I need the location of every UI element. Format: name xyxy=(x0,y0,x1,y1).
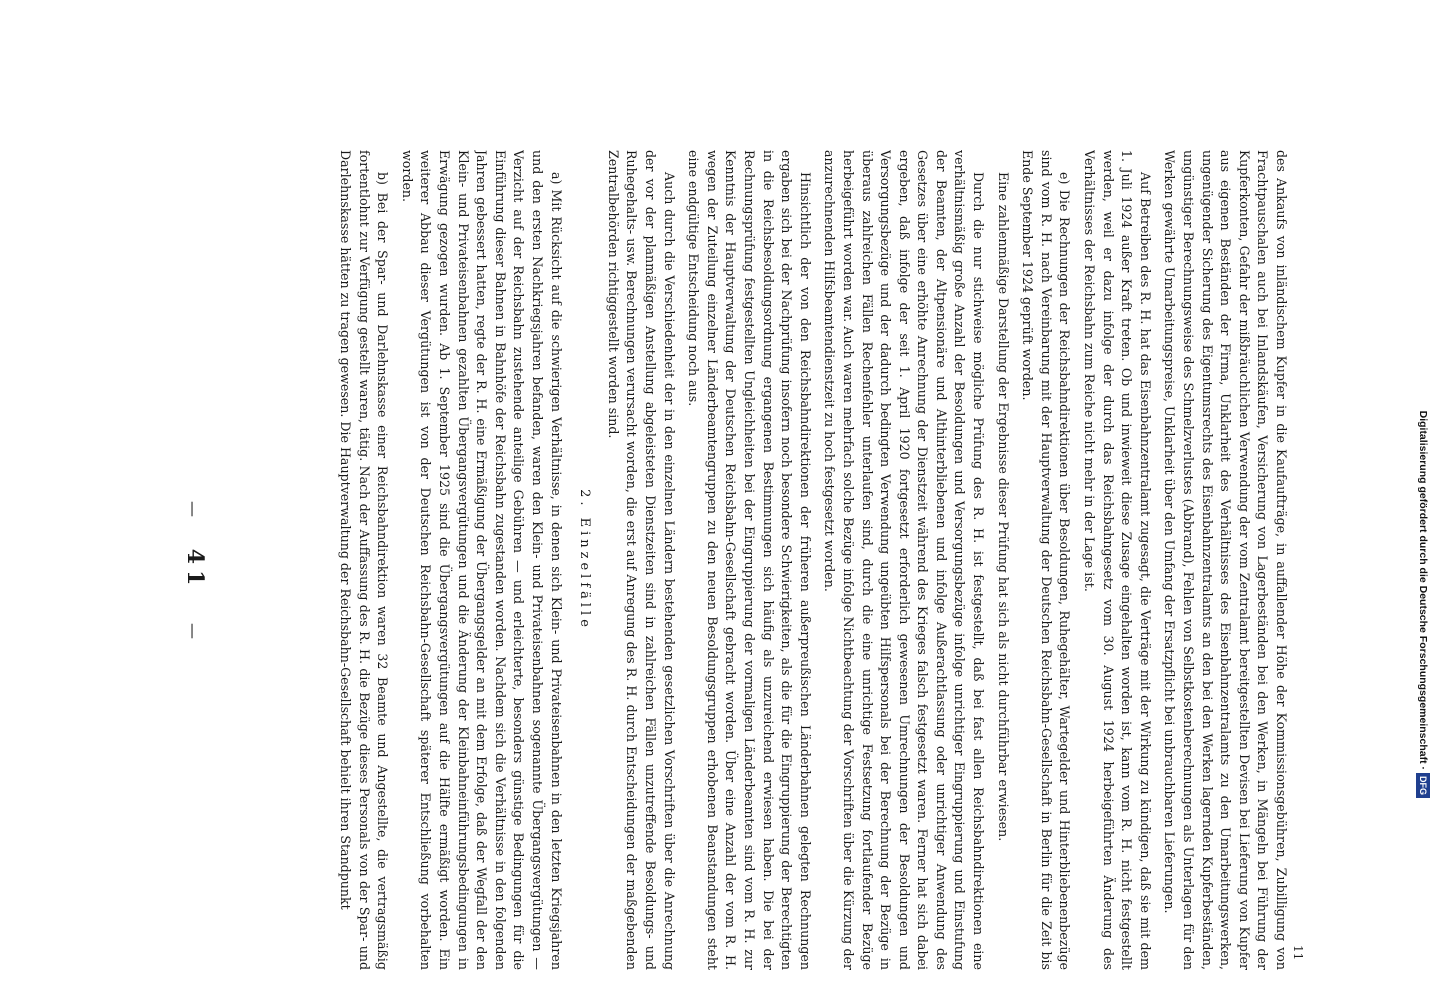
signature-number: 11 xyxy=(1291,945,1305,961)
header-dash-left: — xyxy=(184,501,204,518)
section-heading: 2. Einzelfälle xyxy=(577,489,593,631)
credit-label: Digitalisierung gefördert durch die Deutsche Forschungsgemeinschaft · xyxy=(1417,410,1429,770)
body-text xyxy=(230,150,1290,970)
header-dash-right: — xyxy=(184,622,204,639)
paragraph-2: Auf Betreiben des R. H. hat das Eisenbahnzentralamt zugesagt, die Verträge mit der Wirkung zu kündigen, daß sie mit dem 1. Juli 1924 außer Kraft treten. Ob und inwieweit diese Zusage eingehalten worden ist, kann vom R. H. nicht festgestellt werden, weil er dazu infolge der durch das Reichsbahngesetz vom 30. August 1924 herbeigeführten Änderung des Verhältnisses der Reichsbahn zum Reiche nicht mehr in der Lage ist. xyxy=(1082,150,1153,970)
paragraph-3: e) Die Rechnungen der Reichsbahndirektionen über Besoldungen, Ruhegehälter, Wartegelder und Hinterbliebenenbezüge sind vom R. H. nach Vereinbarung mit der Hauptverwaltung der Deutschen Reichsbahn-Gesellschaft in Berlin für die Zeit bis Ende September 1924 geprüft worden. xyxy=(1020,150,1073,970)
paragraph-9: b) Bei der Spar- und Darlehnskasse einer Reichsbahndirektion waren 32 Beamte und Angestellte, die vertragsmäßig fortentlohnt zur Verfügung gestellt waren, tätig. Nach der Auffassung des R. H. die Bezüge dieses Personals von der Spar- und Darlehnskasse hätten zu tragen gewesen. Die Hauptverwaltung der Reichsbahn-Gesellschaft behielt ihren Standpunkt xyxy=(338,150,391,970)
side-credit xyxy=(1416,8,1434,798)
paragraph-1: des Ankaufs von inländischem Kupfer in die Kaufaufträge, in auffallender Höhe der Kommissionsgebühren, Zubilligung von Frachtpauschalen auch bei Inlandskäufen, Versicherung von Lagerbeständen bei den Werken, in Mängeln bei Führung der Kupferkonten, Gefahr der mißbräuchlichen Verwendung der vom Zentralamt bereitgestellten Devisen bei Lieferung von Kupfer aus eigenen Beständen der Firma, Unklarheit des Verhältnisses des Eisenbahnzentralamts zu den Umarbeitungswerken, ungenügender Sicherung des Eigentumsrechts des Eisenbahnzentralamts an den bei den Werken lagernden Kupferbeständen, ungünstiger Berechnungsweise des Schmelzverlustes (Abbrand), Fehlen von Selbstkostenberechnungen als Unterlagen für den Werken gewährte Umarbeitungspreise, Unklarheit über den Umfang der Ersatzpflicht bei unbrauchbaren Lieferungen. xyxy=(1162,150,1289,970)
paragraph-4: Eine zahlenmäßige Darstellung der Ergebnisse dieser Prüfung hat sich als nicht durchführbar erwiesen. xyxy=(995,172,1011,842)
paragraph-6: Hinsichtlich der von den Reichsbahndirektionen der früheren außerpreußischen Länderbahnen gelegten Rechnungen ergaben sich bei der Nachprüfung insofern noch besondere Schwierigkeiten, als die für die Eingruppierung der Berechtigten in die Reichsbesoldungsordnung ergangenen Bestimmungen sich häufig als unzureichend erwiesen haben. Die bei der Rechnungsprüfung festgestellten Ungleichheiten bei der Eingruppierung der vormaligen Länderbeamten sind vom R. H. zur Kenntnis der Hauptverwaltung der Deutschen Reichsbahn-Gesellschaft gebracht worden. Über eine Anzahl der vom R. H. wegen der Zuteilung einzelner Länderbeamtengruppen zu den neuen Besoldungsgruppen erhobenen Beanstandungen steht eine endgültige Entscheidung noch aus. xyxy=(686,150,813,970)
page-header xyxy=(168,140,208,1000)
paragraph-5: Durch die nur stichweise mögliche Prüfung des R. H. ist festgestellt, daß bei fast allen Reichsbahndirektionen eine verhältnismäßig große Anzahl der Besoldungen und Versorgungsbezüge infolge unrichtiger Eingruppierung und Einstufung der Beamten, der Altpensionäre und Althinterbliebenen und infolge Außerachtlassung oder unrichtiger Anwendung des Gesetzes über eine erhöhte Anrechnung der Dienstzeit während des Krieges falsch festgesetzt waren. Ferner hat sich dabei ergeben, daß infolge der seit 1. April 1920 fortgesetzt erforderlich gewesenen Umrechnungen der Besoldungen und Versorgungsbezüge und der dadurch bedingten Verwendung ungeübten Hilfspersonals bei der Berechnung der Bezüge in überaus zahlreichen Fällen Rechenfehler unterlaufen sind, durch die eine unrichtige Festsetzung fortlaufender Bezüge herbeigeführt worden war. Auch waren mehrfach solche Bezüge infolge Nichtbeachtung der Vorschriften über die Kürzung der anzurechnenden Hilfsbeamtendienstzeit zu hoch festgesetzt worden. xyxy=(822,150,987,970)
paragraph-7: Auch durch die Verschiedenheit der in den einzelnen Ländern bestehenden gesetzlichen Vorschriften über die Anrechnung der vor der planmäßigen Anstellung abgeleisteten Dienstzeiten sind in zahlreichen Fällen unzutreffende Besoldungs- und Ruhegehalts- usw. Berechnungen verursacht worden, die erst auf Anregung des R. H. durch Entscheidungen der maßgebenden Zentralbehörden richtiggestellt worden sind. xyxy=(605,150,677,970)
document-page xyxy=(0,140,1290,1000)
dfg-logo-badge: DFG xyxy=(1416,773,1430,798)
paragraph-8: a) Mit Rücksicht auf die schwierigen Verhältnisse, in denen sich Klein- und Privateisenbahnen in den letzten Kriegsjahren und den ersten Nachkriegsjahren befanden, waren den Klein- und Privateisenbahnen sogenannte Übergangsvergütungen — Verzicht auf der Reichsbahn zustehende anteilige Gebühren — und erleichterte, besonders günstige Bedingungen für die Einführung dieser Bahnen in Bahnhöfe der Reichsbahn zugestanden worden. Nachdem sich die Verhältnisse in den folgenden Jahren gebessert hatten, regte der R. H. eine Ermäßigung der Übergangsgelder an mit dem Erfolge, daß der Wegfall der den Klein- und Privateisenbahnen gezahlten Übergangsvergütungen und die Änderung der Kleinbahneinführungsbedingungen in Erwägung gezogen wurden. Ab 1. September 1925 sind die Übergangsvergütungen auf die Hälfte ermäßigt worden. Ein weiterer Abbau dieser Vergütungen ist von der Deutschen Reichsbahn-Gesellschaft späterer Entschließung vorbehalten worden. xyxy=(399,150,564,970)
page-number: 41 xyxy=(182,548,208,592)
signature-number-wrap xyxy=(1288,945,1308,968)
side-credit-text xyxy=(1414,8,1432,798)
